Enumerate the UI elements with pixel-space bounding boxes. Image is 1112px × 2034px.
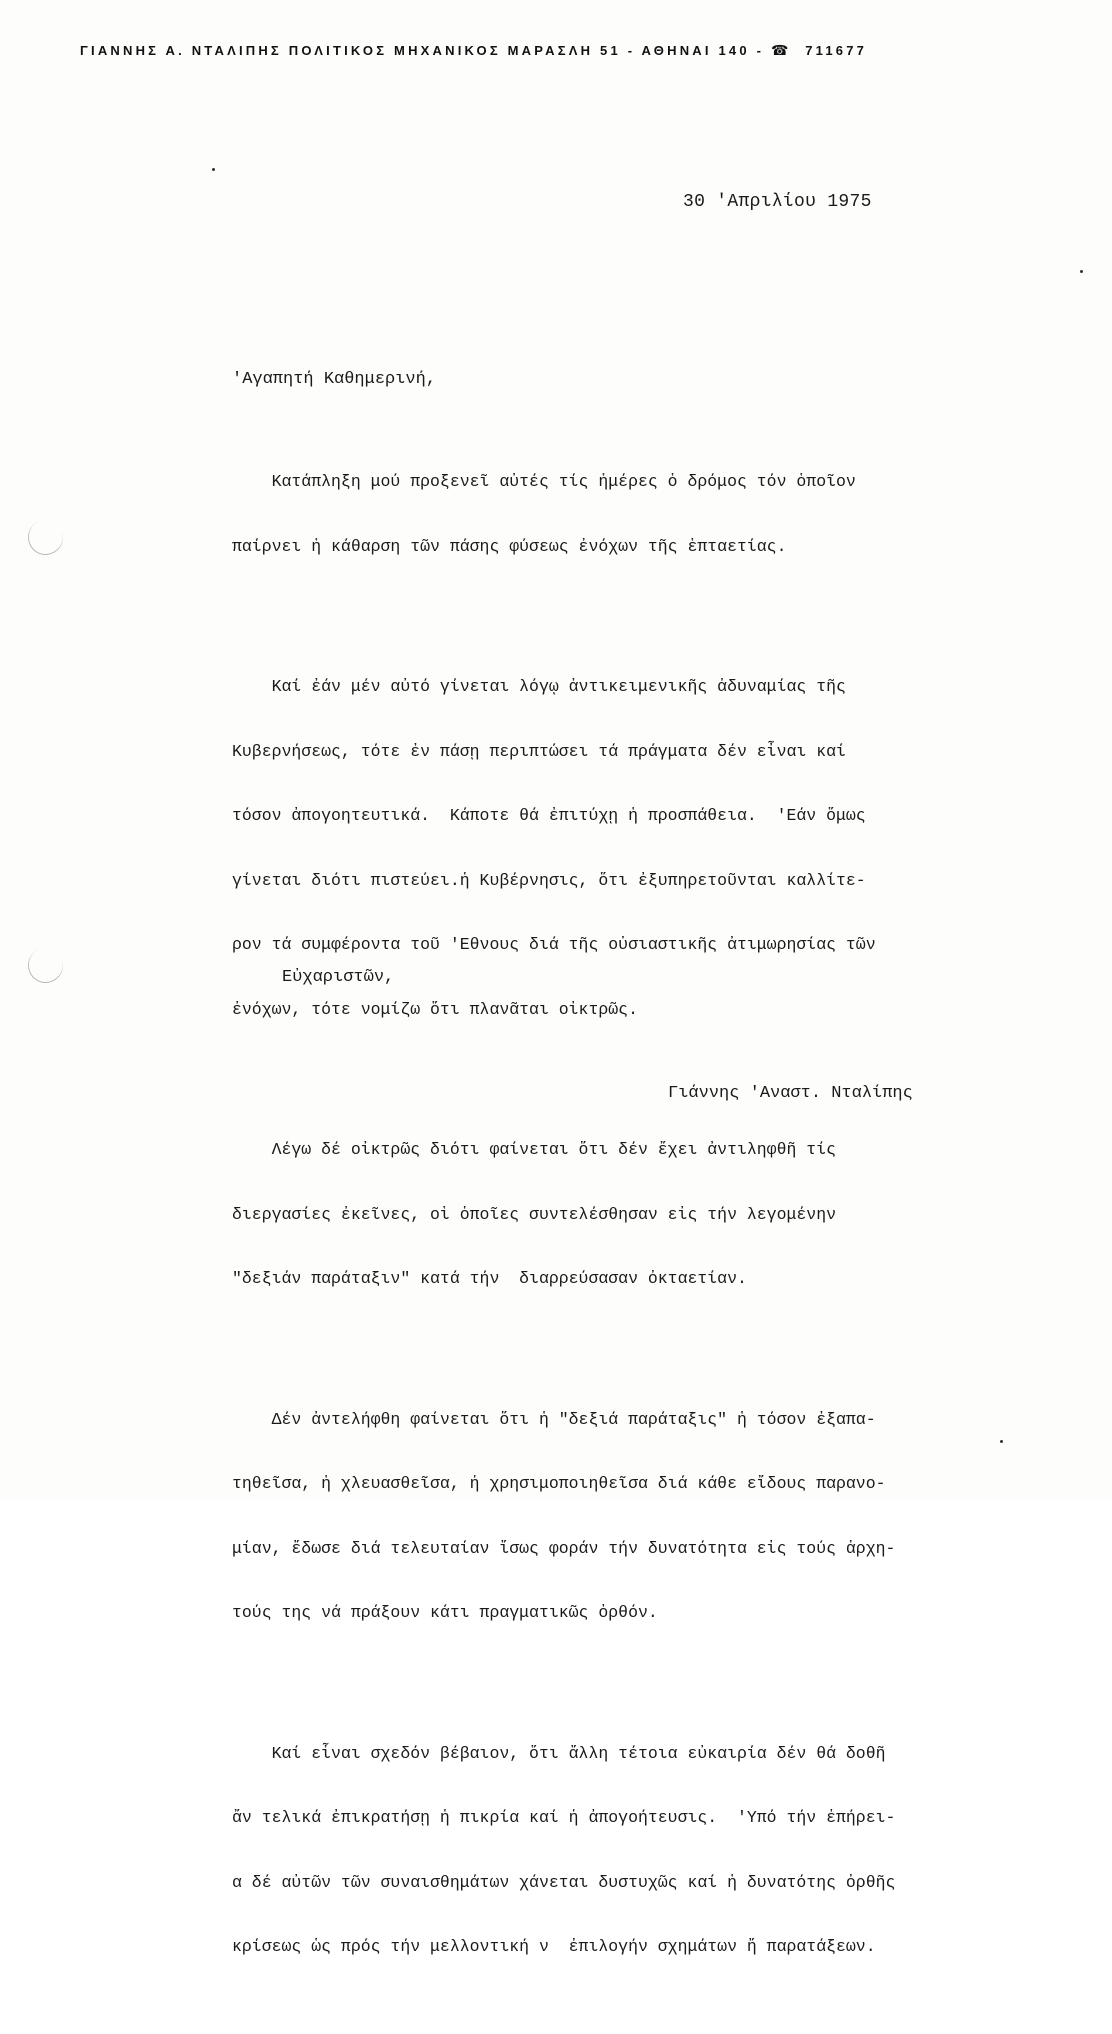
paper-speck [1080,270,1083,273]
paragraph [232,428,972,600]
text-line: Δέν ἀντελήφθη φαίνεται ὅτι ἡ "δεξιά παράταξις" ἡ τόσον ἐξαπα- [232,1409,876,1429]
letterhead-phone: 711677 [805,43,868,58]
text-line: τούς της νά πράξουν κάτι πραγματικῶς ὀρθόν. [232,1603,658,1622]
paper-speck [1000,1440,1003,1443]
text-line: γίνεται διότι πιστεύει.ἡ Κυβέρνησις, ὅτι ἐξυπηρετοῦνται καλλίτε- [232,870,866,890]
text-line: παίρνει ἡ κάθαρση τῶν πάσης φύσεως ἐνόχων τῆς ἑπταετίας. [232,536,787,556]
paper-speck [212,168,215,171]
punch-hole-mark [23,515,68,560]
text-line: διεργασίες ἐκεῖνες, οἱ ὁποῖες συντελέσθησαν εἰς τήν λεγομένην [232,1204,836,1224]
text-line: ἐνόχων, τότε νομίζω ὅτι πλανᾶται οἰκτρῶς. [232,999,638,1019]
text-line: μίαν, ἔδωσε διά τελευταίαν ἴσως φοράν τήν δυνατότητα εἰς τούς ἀρχη- [232,1538,896,1558]
punch-hole-mark [23,943,68,988]
text-line: Κατάπληξη μού προξενεῖ αὐτές τίς ἡμέρες ὁ δρόμος τόν ὁποῖον [232,472,856,491]
letter-date: 30 'Απριλίου 1975 [683,192,872,212]
letterhead [80,42,1040,59]
text-line: ἄν τελικά ἐπικρατήσῃ ἡ πικρία καί ἡ ἀπογοήτευσις. 'Υπό τήν ἐπήρει- [232,1808,896,1827]
text-line: Κυβερνήσεως, τότε ἐν πάσῃ περιπτώσει τά πράγματα δέν εἶναι καί [232,741,846,761]
letter-body [232,428,972,2034]
letterhead-text: ΓΙΑΝΝΗΣ Α. ΝΤΑΛΙΠΗΣ ΠΟΛΙΤΙΚΟΣ ΜΗΧΑΝΙΚΟΣ ΜΑΡΑΣΛΗ 51 - ΑΘΗΝΑΙ 140 - [80,43,765,58]
text-line: κρίσεως ὡς πρός τήν μελλοντική ν ἐπιλογήν σχημάτων ἤ παρατάξεων. [232,1937,876,1956]
text-line: Καί εἶναι σχεδόν βέβαιον, ὅτι ἄλλη τέτοια εὐκαιρία δέν θά δοθῆ [232,1743,886,1763]
telephone-icon: ☎ [770,42,789,58]
paragraph [232,1700,972,2001]
closing: Εὐχαριστῶν, [282,968,395,987]
text-line: Καί ἐάν μέν αὐτό γίνεται λόγῳ ἀντικειμενικῆς ἀδυναμίας τῆς [232,677,846,696]
text-line: α δέ αὐτῶν τῶν συναισθημάτων χάνεται δυστυχῶς καί ἡ δυνατότης ὀρθῆς [232,1872,896,1892]
paragraph [232,1096,972,1333]
text-line: Λέγω δέ οἰκτρῶς διότι φαίνεται ὅτι δέν ἔχει ἀντιληφθῆ τίς [232,1140,836,1159]
salutation: 'Αγαπητή Καθημερινή, [232,370,437,389]
text-line: ρον τά συμφέροντα τοῦ 'Εθνους διά τῆς οὐσιαστικῆς ἀτιμωρησίας τῶν [232,935,876,954]
text-line: τόσον ἀπογοητευτικά. Κάποτε θά ἐπιτύχῃ ἡ προσπάθεια. 'Εάν ὅμως [232,806,866,825]
text-line: τηθεῖσα, ἡ χλευασθεῖσα, ἡ χρησιμοποιηθεῖσα διά κάθε εἴδους παρανο- [232,1474,886,1493]
paragraph [232,633,972,1063]
paragraph [232,1366,972,1667]
signature: Γιάννης 'Αναστ. Νταλίπης [668,1084,913,1103]
text-line: "δεξιάν παράταξιν" κατά τήν διαρρεύσασαν ὀκταετίαν. [232,1269,747,1288]
